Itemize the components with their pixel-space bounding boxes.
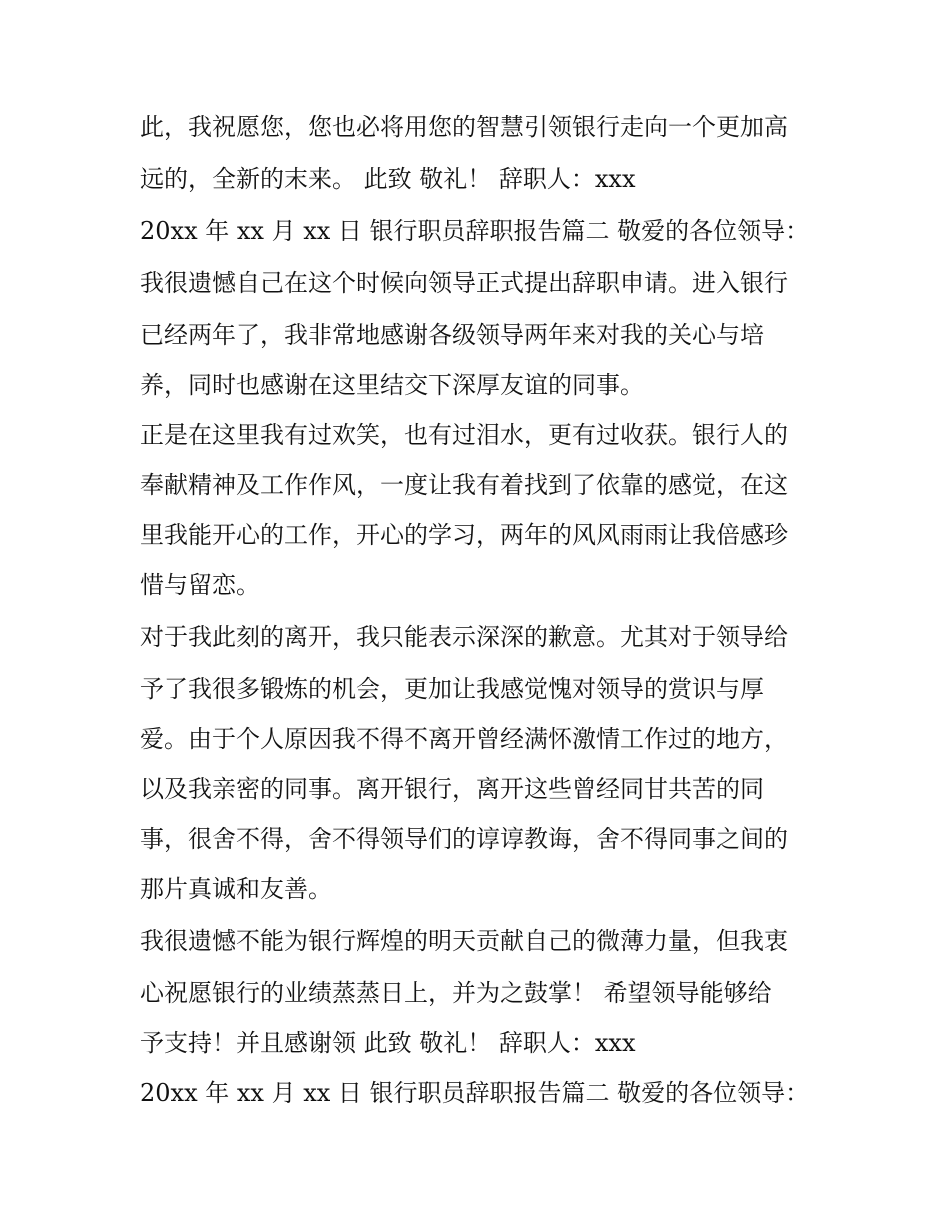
- text-line-19: 予支持！并且感谢领 此致 敬礼！ 辞职人：xxx: [140, 1029, 636, 1057]
- text-line-18: 心祝愿银行的业绩蒸蒸日上，并为之鼓掌！ 希望领导能够给: [140, 979, 772, 1007]
- text-line-17: 我很遗憾不能为银行辉煌的明天贡献自己的微薄力量，但我衷: [140, 927, 788, 955]
- text-line-6: 养，同时也感谢在这里结交下深厚友谊的同事。: [140, 371, 644, 399]
- text-line-12: 予了我很多锻炼的机会，更加让我感觉愧对领导的赏识与厚: [140, 675, 764, 703]
- text-line-13: 爱。由于个人原因我不得不离开曾经满怀激情工作过的地方，: [140, 725, 788, 753]
- text-line-14: 以及我亲密的同事。离开银行，离开这些曾经同甘共苦的同: [140, 775, 764, 803]
- text-line-3: 20xx 年 xx 月 xx 日 银行职员辞职报告篇二 敬爱的各位领导：: [140, 217, 810, 245]
- text-line-16: 那片真诚和友善。: [140, 875, 332, 903]
- text-line-7: 正是在这里我有过欢笑，也有过泪水，更有过收获。银行人的: [140, 421, 788, 449]
- text-line-11: 对于我此刻的离开，我只能表示深深的歉意。尤其对于领导给: [140, 623, 788, 651]
- text-line-10: 惜与留恋。: [140, 571, 260, 599]
- text-line-9: 里我能开心的工作，开心的学习，两年的风风雨雨让我倍感珍: [140, 521, 788, 549]
- text-line-8: 奉献精神及工作作风，一度让我有着找到了依靠的感觉，在这: [140, 471, 788, 499]
- text-line-5: 已经两年了，我非常地感谢各级领导两年来对我的关心与培: [140, 321, 764, 349]
- text-line-15: 事，很舍不得，舍不得领导们的谆谆教诲，舍不得同事之间的: [140, 825, 788, 853]
- text-line-1: 此，我祝愿您，您也必将用您的智慧引领银行走向一个更加高: [140, 113, 788, 141]
- text-line-2: 远的，全新的末来。 此致 敬礼！ 辞职人：xxx: [140, 165, 636, 193]
- text-line-20: 20xx 年 xx 月 xx 日 银行职员辞职报告篇二 敬爱的各位领导：: [140, 1079, 810, 1107]
- text-line-4: 我很遗憾自己在这个时候向领导正式提出辞职申请。进入银行: [140, 269, 788, 297]
